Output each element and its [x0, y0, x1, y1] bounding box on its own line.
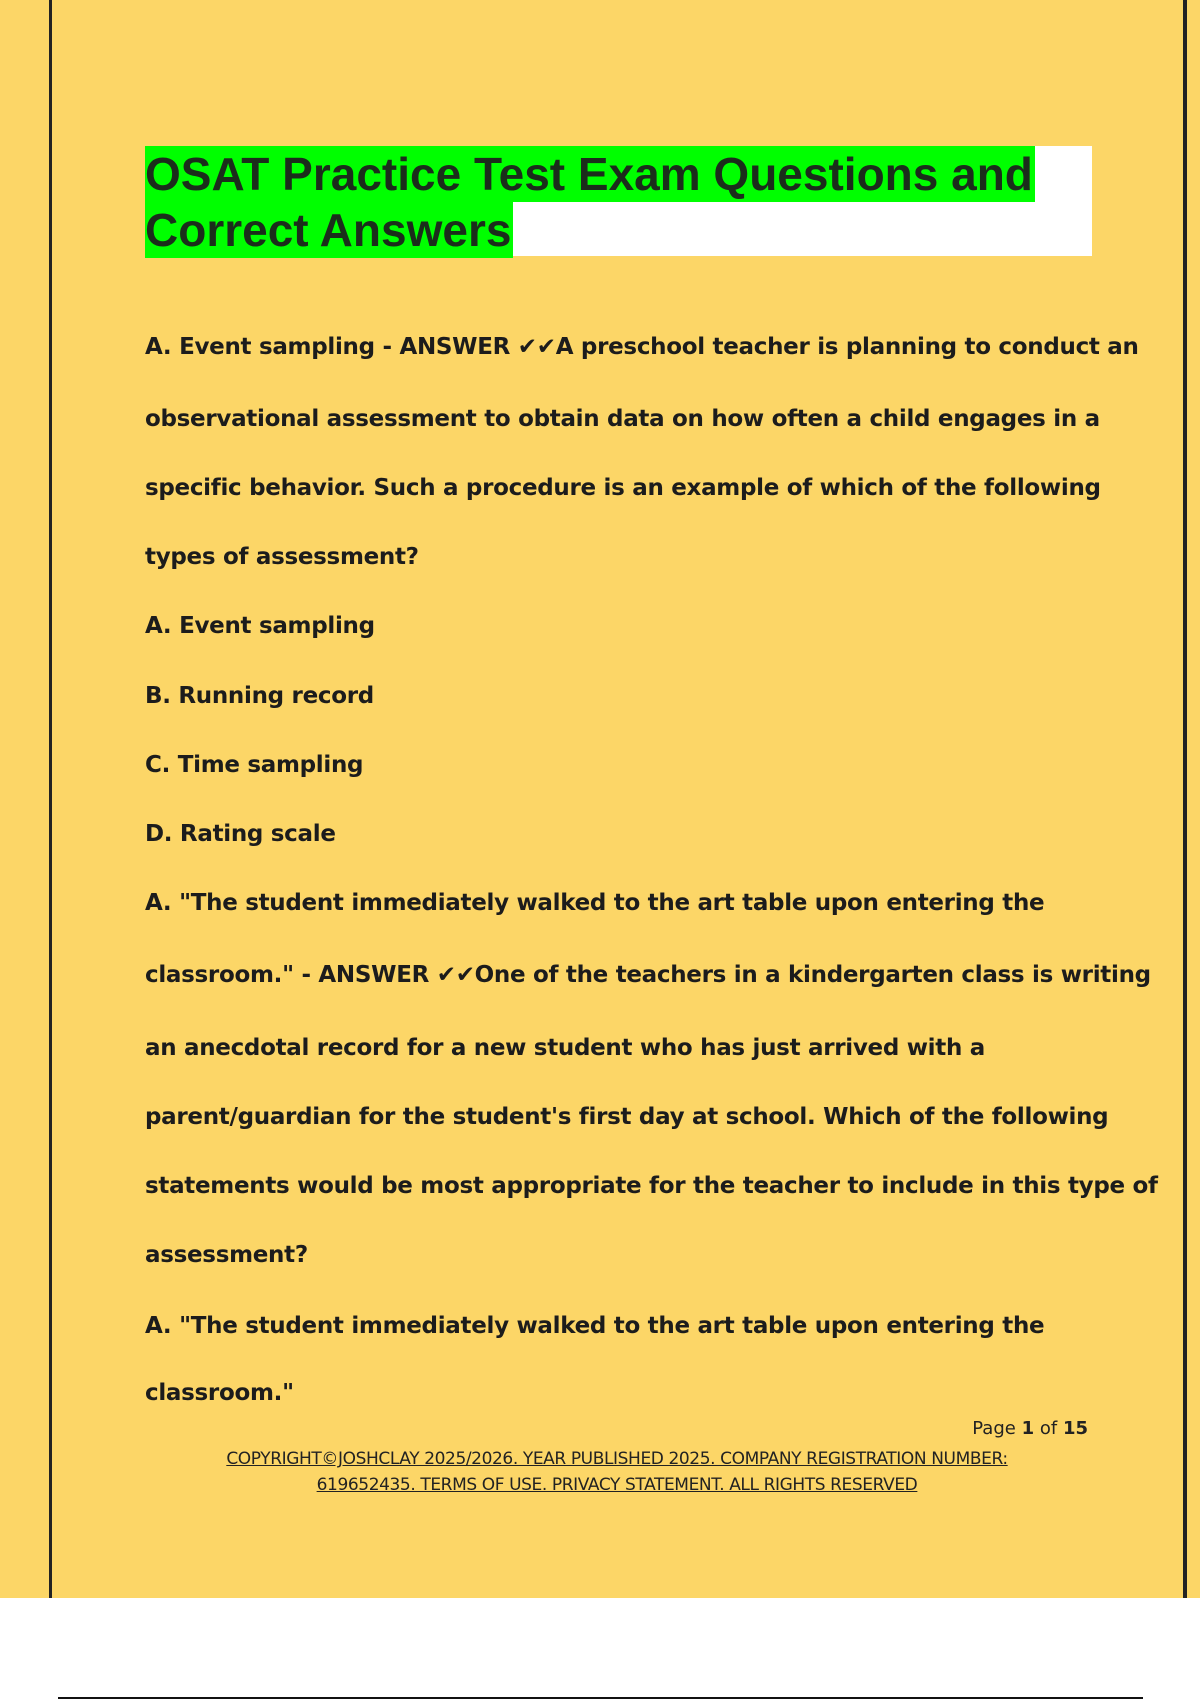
body-line: observational assessment to obtain data on how often a child engages in a: [145, 406, 1100, 432]
copyright-footer: [145, 1446, 1089, 1498]
page-label: Page: [972, 1418, 1016, 1439]
answer-option: A. Event sampling: [145, 613, 375, 639]
answer-option: C. Time sampling: [145, 752, 364, 778]
body-line: parent/guardian for the student's first day at school. Which of the following: [145, 1104, 1109, 1130]
copyright-line-1: COPYRIGHT©JOSHCLAY 2025/2026. YEAR PUBLISHED 2025. COMPANY REGISTRATION NUMBER:: [226, 1449, 1008, 1469]
answer-option: A. "The student immediately walked to the art table upon entering the: [145, 1313, 1045, 1339]
page-of: of: [1039, 1418, 1058, 1439]
page-border-right: [1183, 0, 1187, 1598]
body-line: specific behavior. Such a procedure is an example of which of the following: [145, 475, 1101, 501]
body-line: statements would be most appropriate for the teacher to include in this type of: [145, 1173, 1158, 1199]
copyright-line-2: 619652435. TERMS OF USE. PRIVACY STATEMENT. ALL RIGHTS RESERVED: [316, 1475, 918, 1495]
page-title-line-1: OSAT Practice Test Exam Questions and: [145, 148, 1033, 200]
answer-option: classroom.": [145, 1380, 294, 1406]
page-title-line-2: Correct Answers: [145, 204, 512, 256]
page-total: 15: [1062, 1418, 1088, 1439]
body-line: classroom." - ANSWER ✔✔One of the teachers in a kindergarten class is writing: [145, 962, 1151, 988]
body-line: an anecdotal record for a new student who has just arrived with a: [145, 1035, 985, 1061]
body-line: assessment?: [145, 1242, 308, 1268]
answer-option: B. Running record: [145, 683, 374, 709]
page-border-left: [49, 0, 52, 1598]
body-line: types of assessment?: [145, 544, 419, 570]
page-number: [972, 1418, 1088, 1439]
body-line: A. Event sampling - ANSWER ✔✔A preschool teacher is planning to conduct an: [145, 334, 1139, 360]
next-page-rule: [58, 1697, 1143, 1699]
answer-option: D. Rating scale: [145, 821, 336, 847]
page-current: 1: [1021, 1418, 1035, 1439]
body-line: A. "The student immediately walked to the art table upon entering the: [145, 890, 1045, 916]
